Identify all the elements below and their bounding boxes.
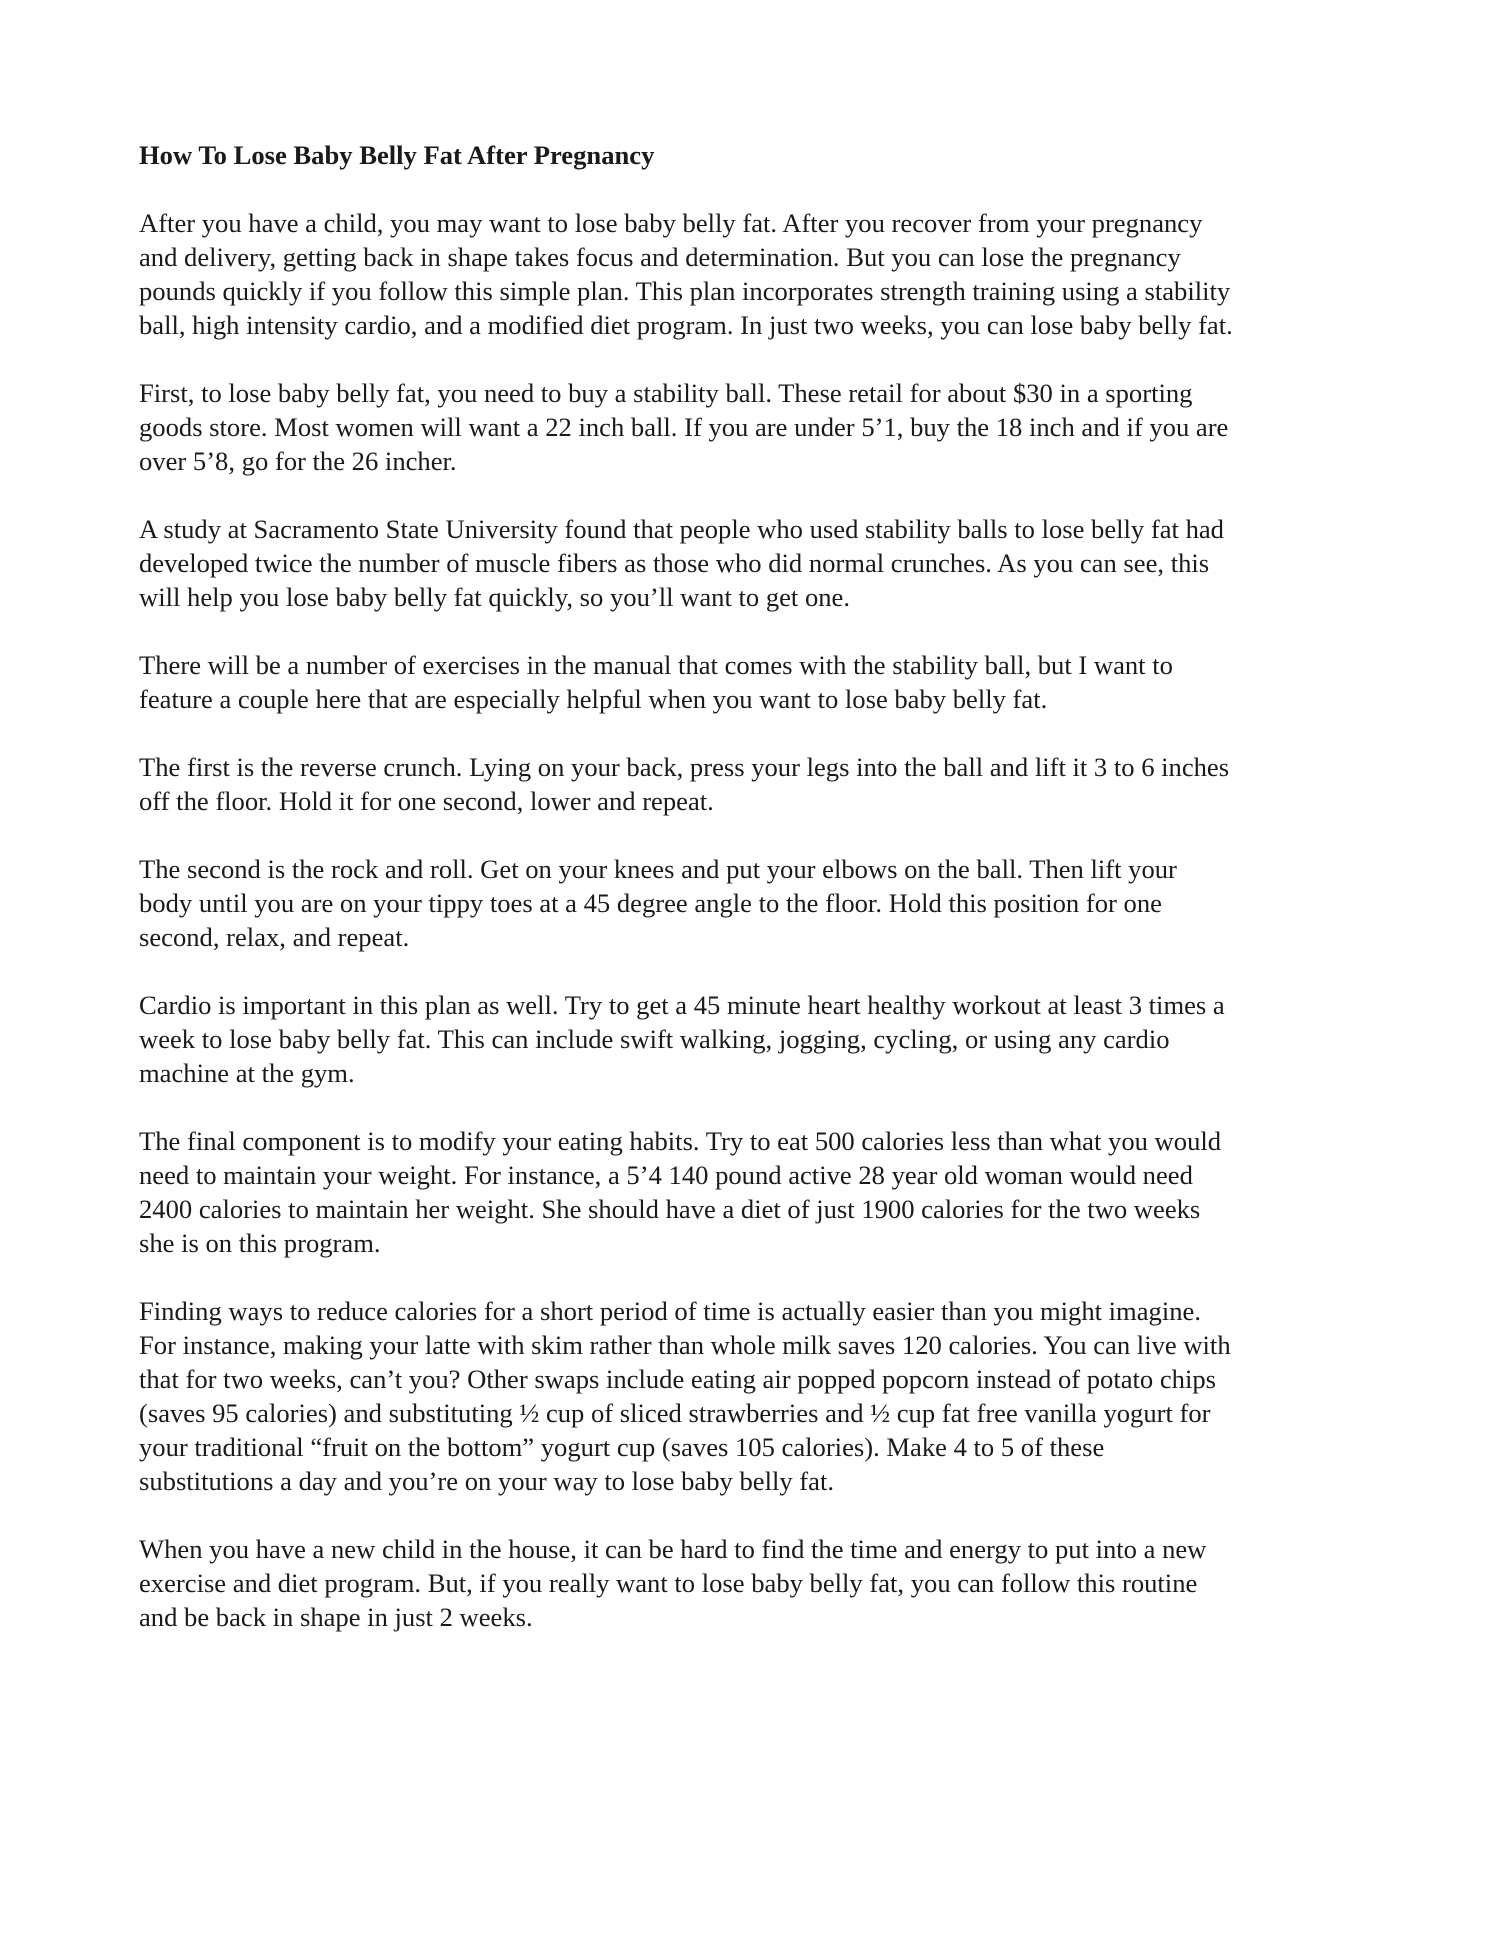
paragraph-line: There will be a number of exercises in the manual that comes with the stability ball, but I want to — [139, 650, 1173, 680]
paragraph-line: The second is the rock and roll. Get on your knees and put your elbows on the ball. Then lift your — [139, 854, 1177, 884]
document-title: How To Lose Baby Belly Fat After Pregnancy — [139, 140, 655, 170]
document-body — [139, 138, 1374, 1668]
paragraph-intro — [139, 206, 1374, 342]
paragraph-conclusion — [139, 1532, 1374, 1634]
paragraph-rock-and-roll — [139, 852, 1374, 954]
paragraph-line: will help you lose baby belly fat quickly, so you’ll want to get one. — [139, 582, 851, 612]
paragraph-line: she is on this program. — [139, 1228, 381, 1258]
paragraph-line: body until you are on your tippy toes at a 45 degree angle to the floor. Hold this position for one — [139, 888, 1162, 918]
paragraph-line: pounds quickly if you follow this simple plan. This plan incorporates strength training using a stability — [139, 276, 1231, 306]
paragraph-line: and be back in shape in just 2 weeks. — [139, 1602, 533, 1632]
paragraph-line: week to lose baby belly fat. This can include swift walking, jogging, cycling, or using any cardio — [139, 1024, 1170, 1054]
paragraph-line: machine at the gym. — [139, 1058, 355, 1088]
paragraph-line: feature a couple here that are especially helpful when you want to lose baby belly fat. — [139, 684, 1048, 714]
paragraph-line: second, relax, and repeat. — [139, 922, 410, 952]
paragraph-line: The final component is to modify your eating habits. Try to eat 500 calories less than what you would — [139, 1126, 1222, 1156]
paragraph-line: need to maintain your weight. For instance, a 5’4 140 pound active 28 year old woman would need — [139, 1160, 1193, 1190]
paragraph-line: Finding ways to reduce calories for a short period of time is actually easier than you might imagine. — [139, 1296, 1201, 1326]
paragraph-eating-habits — [139, 1124, 1374, 1260]
paragraph-reverse-crunch — [139, 750, 1374, 818]
paragraph-line: off the floor. Hold it for one second, lower and repeat. — [139, 786, 714, 816]
paragraph-study — [139, 512, 1374, 614]
paragraph-stability-ball — [139, 376, 1374, 478]
paragraph-exercises — [139, 648, 1374, 716]
paragraph-line: exercise and diet program. But, if you really want to lose baby belly fat, you can follow this routine — [139, 1568, 1198, 1598]
paragraph-line: developed twice the number of muscle fibers as those who did normal crunches. As you can see, this — [139, 548, 1210, 578]
paragraph-line: 2400 calories to maintain her weight. She should have a diet of just 1900 calories for the two weeks — [139, 1194, 1201, 1224]
paragraph-line: First, to lose baby belly fat, you need to buy a stability ball. These retail for about $30 in a sporting — [139, 378, 1193, 408]
paragraph-line: For instance, making your latte with skim rather than whole milk saves 120 calories. You can live with — [139, 1330, 1231, 1360]
paragraph-line: When you have a new child in the house, it can be hard to find the time and energy to put into a new — [139, 1534, 1207, 1564]
paragraph-line: A study at Sacramento State University found that people who used stability balls to lose belly fat had — [139, 514, 1224, 544]
paragraph-reduce-calories — [139, 1294, 1374, 1498]
paragraph-line: After you have a child, you may want to lose baby belly fat. After you recover from your pregnancy — [139, 208, 1203, 238]
paragraph-line: over 5’8, go for the 26 incher. — [139, 446, 457, 476]
paragraph-line: Cardio is important in this plan as well. Try to get a 45 minute heart healthy workout at least 3 times a — [139, 990, 1225, 1020]
paragraph-line: your traditional “fruit on the bottom” yogurt cup (saves 105 calories). Make 4 to 5 of these — [139, 1432, 1105, 1462]
paragraph-line: that for two weeks, can’t you? Other swaps include eating air popped popcorn instead of potato chips — [139, 1364, 1216, 1394]
paragraph-line: substitutions a day and you’re on your way to lose baby belly fat. — [139, 1466, 834, 1496]
paragraph-line: The first is the reverse crunch. Lying on your back, press your legs into the ball and lift it 3 to 6 inches — [139, 752, 1230, 782]
paragraph-line: goods store. Most women will want a 22 inch ball. If you are under 5’1, buy the 18 inch and if you are — [139, 412, 1229, 442]
paragraph-line: and delivery, getting back in shape takes focus and determination. But you can lose the pregnancy — [139, 242, 1181, 272]
paragraph-cardio — [139, 988, 1374, 1090]
paragraph-line: ball, high intensity cardio, and a modified diet program. In just two weeks, you can lose baby belly fat. — [139, 310, 1233, 340]
paragraph-line: (saves 95 calories) and substituting ½ cup of sliced strawberries and ½ cup fat free vanilla yogurt for — [139, 1398, 1211, 1428]
